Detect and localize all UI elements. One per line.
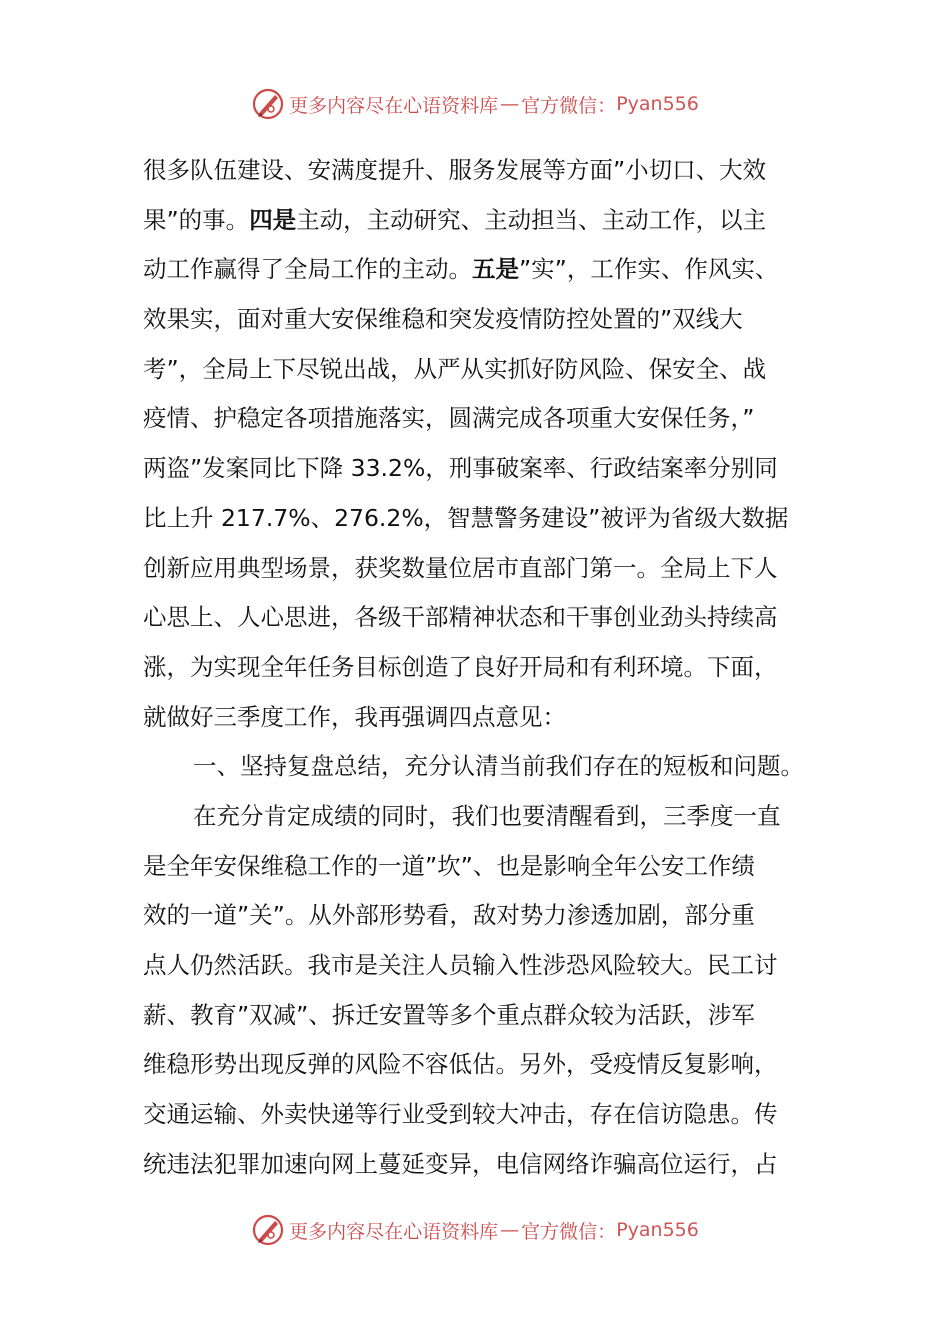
- body-line: 很多队伍建设、安满度提升、服务发展等方面”小切口、大效: [143, 156, 767, 184]
- body-line: 比上升 217.7%、276.2%，智慧警务建设”被评为省级大数据: [143, 503, 789, 532]
- watermark-contact-label: 官方微信：: [521, 1220, 617, 1243]
- pen-logo-icon: [251, 87, 285, 121]
- section-heading: 一、坚持复盘总结，充分认清当前我们存在的短板和问题。: [193, 752, 804, 781]
- watermark-brand: 更多内容尽在心语资料库: [289, 1220, 499, 1243]
- watermark-contact-handle: Pyan556: [616, 1219, 699, 1241]
- body-line: 就做好三季度工作，我再强调四点意见：: [143, 702, 566, 731]
- watermark-contact-handle: Pyan556: [616, 93, 699, 115]
- document-body: [143, 146, 811, 1189]
- body-line: 维稳形势出现反弹的风险不容低估。另外，受疫情反复影响，: [143, 1050, 778, 1079]
- body-line: 统违法犯罪加速向网上蔓延变异，电信网络诈骗高位运行，占: [143, 1149, 778, 1178]
- body-line: 涨，为实现全年任务目标创造了良好开局和有利环境。下面，: [143, 652, 778, 681]
- body-line: 创新应用典型场景，获奖数量位居市直部门第一。全局上下人: [143, 553, 778, 582]
- body-line: 在充分肯定成绩的同时，我们也要清醒看到，三季度一直: [193, 801, 781, 830]
- pen-logo-icon: [251, 1213, 285, 1247]
- watermark-banner-top: [0, 84, 950, 124]
- body-line: 动工作赢得了全局工作的主动。五是”实”，工作实、作风实、: [143, 255, 779, 284]
- body-line: 果”的事。四是主动，主动研究、主动担当、主动工作，以主: [143, 205, 767, 234]
- body-line: 效果实，面对重大安保维稳和突发疫情防控处置的”双线大: [143, 305, 743, 334]
- watermark-brand: 更多内容尽在心语资料库: [289, 94, 499, 117]
- body-line: 考”，全局上下尽锐出战，从严从实抓好防风险、保安全、战: [143, 354, 767, 383]
- body-line: 效的一道”关”。从外部形势看，敌对势力渗透加剧，部分重: [143, 901, 755, 930]
- watermark-contact-label: 官方微信：: [521, 94, 617, 117]
- emphasis-text: 四是: [249, 205, 297, 234]
- body-line: 心思上、人心思进，各级干部精神状态和干事创业劲头持续高: [143, 603, 778, 632]
- body-line: 疫情、护稳定各项措施落实，圆满完成各项重大安保任务，”: [143, 404, 755, 433]
- body-line: 是全年安保维稳工作的一道”坎”、也是影响全年公安工作绩: [143, 851, 755, 880]
- body-line: 两盗”发案同比下降 33.2%，刑事破案率、行政结案率分别同: [143, 454, 778, 483]
- body-line: 交通运输、外卖快递等行业受到较大冲击，存在信访隐患。传: [143, 1100, 778, 1129]
- body-line: 薪、教育”双减”、拆迁安置等多个重点群众较为活跃，涉军: [143, 1000, 755, 1029]
- watermark-banner-bottom: [0, 1210, 950, 1250]
- emphasis-text: 五是: [472, 255, 519, 284]
- watermark-separator: —: [500, 93, 520, 115]
- body-line: 点人仍然活跃。我市是关注人员输入性涉恐风险较大。民工讨: [143, 951, 778, 979]
- watermark-separator: —: [500, 1219, 520, 1241]
